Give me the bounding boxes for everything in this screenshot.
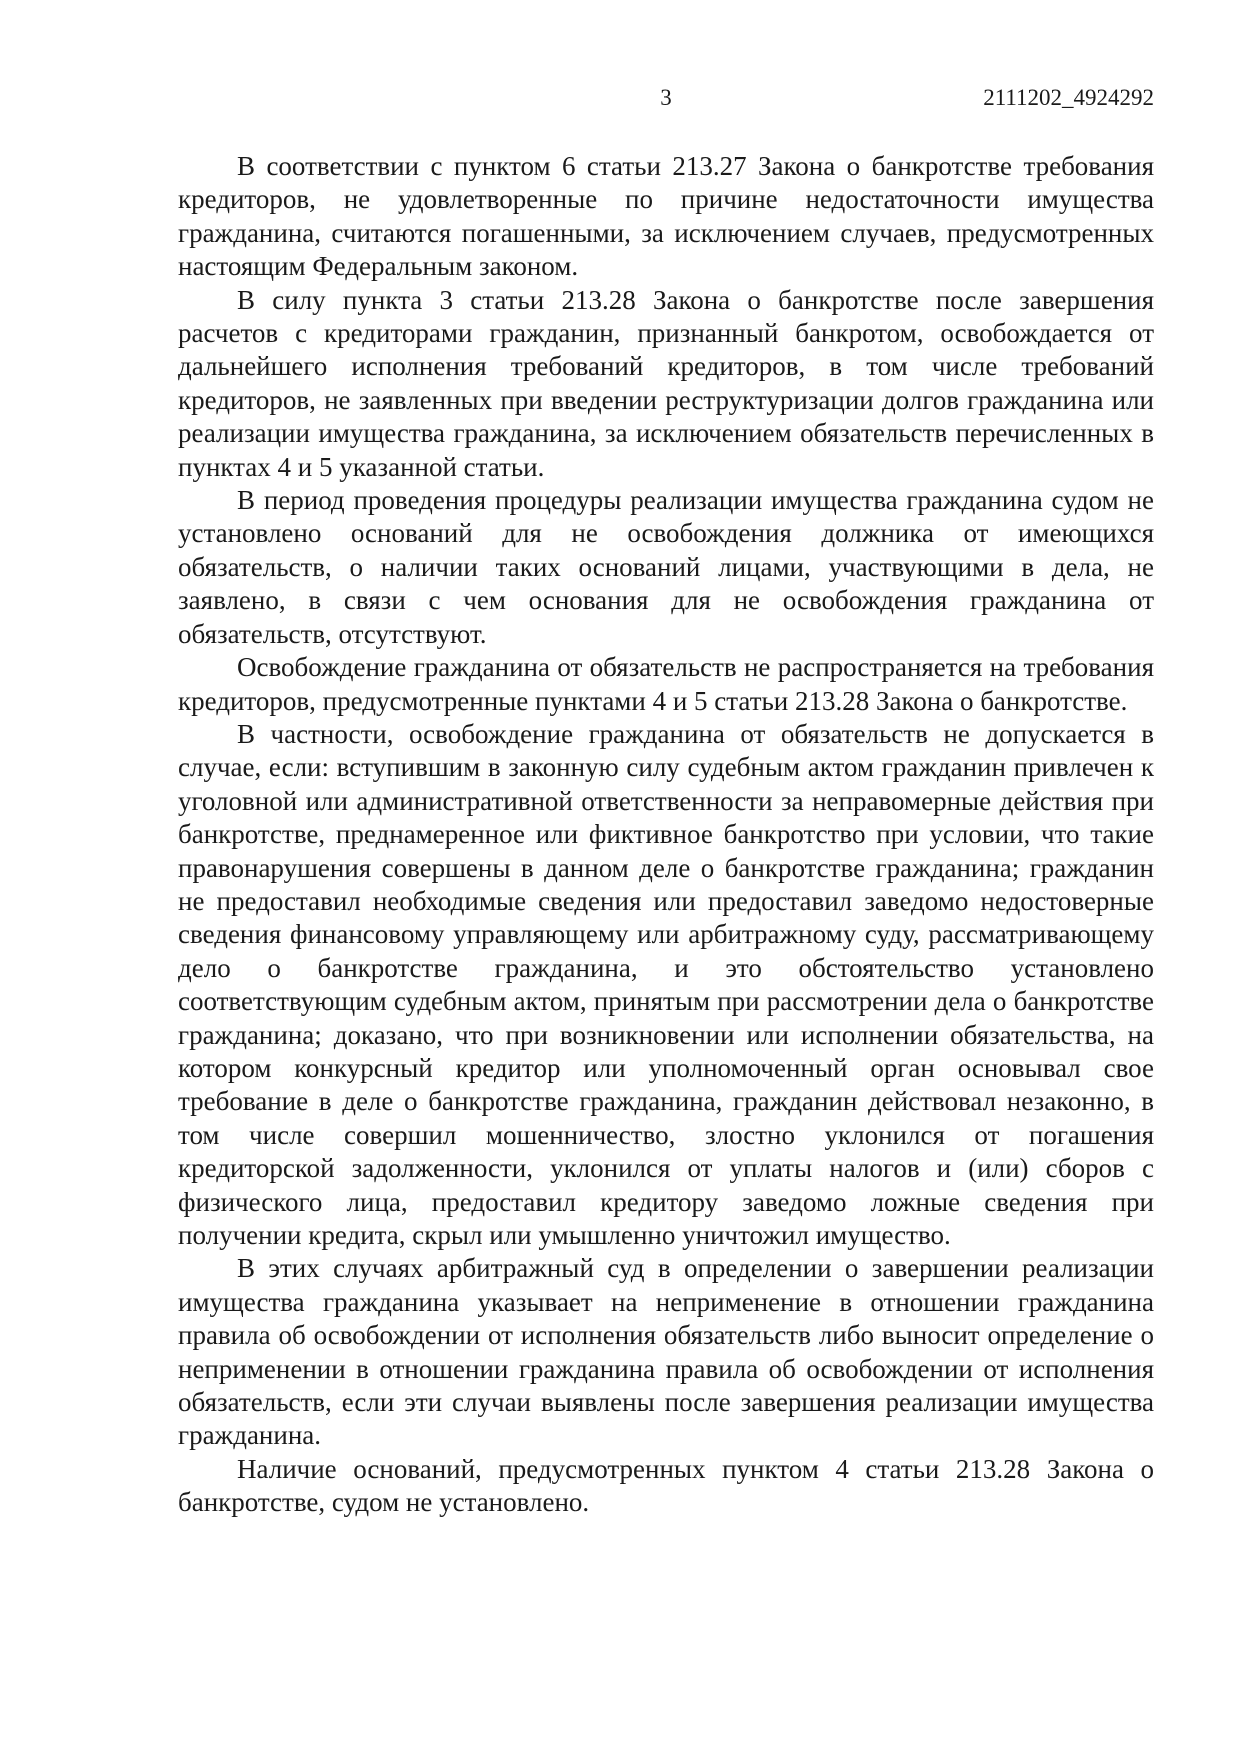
paragraph: Наличие оснований, предусмотренных пунктом 4 статьи 213.28 Закона о банкротстве, судом не установлено. <box>178 1453 1154 1518</box>
paragraph: В этих случаях арбитражный суд в определении о завершении реализации имущества гражданина указывает на неприменение в отношении гражданина правила об освобождении от исполнения обязательств либо выносит определение о неприменении в отношении гражданина правила об освобождении от исполнения обязательств, если эти случаи выявлены после завершения реализации имущества гражданина. <box>178 1253 1154 1451</box>
paragraph: Освобождение гражданина от обязательств не распространяется на требования кредиторов, предусмотренные пунктами 4 и 5 статьи 213.28 Закона о банкротстве. <box>178 652 1154 716</box>
document-id: 2111202_4924292 <box>983 85 1154 110</box>
document-body <box>178 150 1154 1520</box>
paragraph: В период проведения процедуры реализации имущества гражданина судом не установлено оснований для не освобождения должника от имеющихся обязательств, о наличии таких оснований лицами, участвующими в дела, не заявлено, в связи с чем основания для не освобождения гражданина от обязательств, отсутствуют. <box>178 485 1154 649</box>
page-header <box>178 80 1154 116</box>
paragraph: В соответствии с пунктом 6 статьи 213.27 Закона о банкротстве требования кредиторов, не удовлетворенные по причине недостаточности имущества гражданина, считаются погашенными, за исключением случаев, предусмотренных настоящим Федеральным законом. <box>178 151 1154 282</box>
page-number: 3 <box>660 85 672 110</box>
paragraph: В силу пункта 3 статьи 213.28 Закона о банкротстве после завершения расчетов с кредиторами гражданин, признанный банкротом, освобождается от дальнейшего исполнения требований кредиторов, в том числе требований кредиторов, не заявленных при введении реструктуризации долгов гражданина или реализации имущества гражданина, за исключением обязательств перечисленных в пунктах 4 и 5 указанной статьи. <box>178 284 1154 482</box>
paragraph: В частности, освобождение гражданина от обязательств не допускается в случае, если: вступившим в законную силу судебным актом гражданин привлечен к уголовной или административной ответственности за неправомерные действия при банкротстве, преднамеренное или фиктивное банкротство при условии, что такие правонарушения совершены в данном деле о банкротстве гражданина; гражданин не предоставил необходимые сведения или предоставил заведомо недостоверные сведения финансовому управляющему или арбитражному суду, рассматривающему дело о банкротстве гражданина, и это обстоятельство установлено соответствующим судебным актом, принятым при рассмотрении дела о банкротстве гражданина; доказано, что при возникновении или исполнении обязательства, на котором конкурсный кредитор или уполномоченный орган основывал свое требование в деле о банкротстве гражданина, гражданин действовал незаконно, в том числе совершил мошенничество, злостно уклонился от погашения кредиторской задолженности, уклонился от уплаты налогов и (или) сборов с физического лица, предоставил кредитору заведомо ложные сведения при получении кредита, скрыл или умышленно уничтожил имущество. <box>178 718 1154 1250</box>
